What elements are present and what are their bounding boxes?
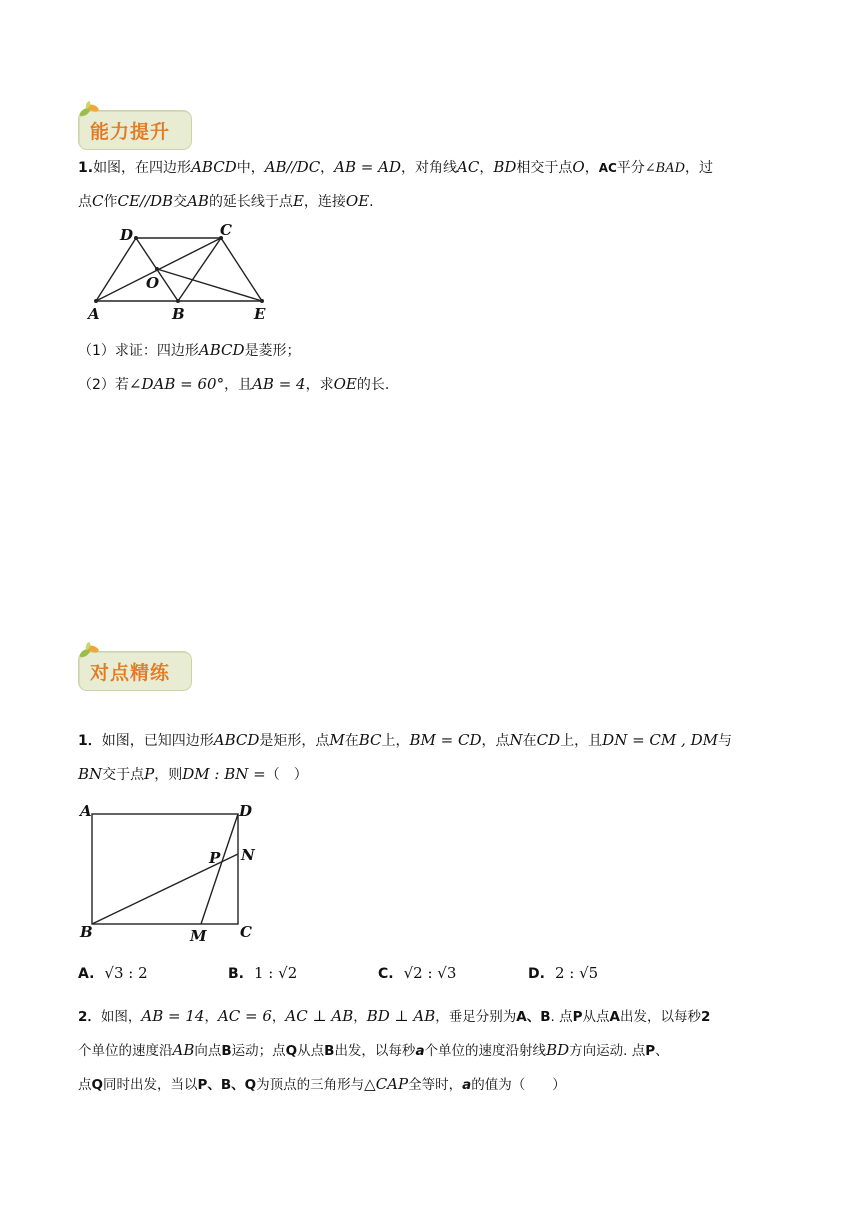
- question-1-line-2: 点C作CE//DB交AB的延长线于点E，连接OE.: [78, 192, 374, 210]
- practice-question-2-line-2: 个单位的速度沿AB向点B运动；点Q从点B出发，以每秒a个单位的速度沿射线BD方向运动. 点P、: [78, 1041, 669, 1059]
- label-D: D: [239, 802, 253, 820]
- rectangle-figure: [78, 798, 268, 948]
- section-title: 对点精练: [90, 662, 171, 684]
- label-C: C: [240, 923, 252, 941]
- choice-a[interactable]: A. √3 : 2: [78, 964, 148, 982]
- choice-b[interactable]: B. 1 : √2: [228, 964, 298, 982]
- question-1-part-2: （2）若∠DAB = 60°，且AB = 4，求OE的长.: [78, 375, 390, 393]
- label-C: C: [220, 221, 232, 239]
- section-title: 能力提升: [90, 121, 171, 143]
- practice-question-1-line-1: 1．如图，已知四边形ABCD是矩形，点M在BC上，BM = CD，点N在CD上，且DN = CM , DM与: [78, 731, 732, 749]
- practice-question-2-line-3: 点Q同时出发，当以P、B、Q为顶点的三角形与△CAP全等时，a的值为（ ）: [78, 1075, 566, 1093]
- question-1-part-1: （1）求证：四边形ABCD是菱形；: [78, 341, 301, 359]
- choice-c[interactable]: C. √2 : √3: [378, 964, 457, 982]
- rhombus-figure: [84, 218, 284, 328]
- label-A: A: [88, 305, 100, 323]
- label-M: M: [190, 927, 207, 945]
- segment-OE: [157, 269, 262, 301]
- label-B: B: [80, 923, 93, 941]
- section-badge-ability: [78, 110, 192, 150]
- label-O: O: [146, 274, 160, 292]
- label-B: B: [172, 305, 185, 323]
- question-1-line-1: 1.如图，在四边形ABCD中，AB//DC，AB = AD，对角线AC，BD相交于点O，AC平分∠BAD，过: [78, 158, 714, 176]
- label-A: A: [80, 802, 92, 820]
- label-E: E: [254, 305, 266, 323]
- rectangle-ABCD: [92, 814, 238, 924]
- label-P: P: [209, 849, 221, 867]
- edge-CE: [221, 238, 262, 301]
- label-D: D: [120, 226, 134, 244]
- label-N: N: [241, 846, 255, 864]
- edge-BC: [178, 238, 221, 301]
- section-badge-practice: [78, 651, 192, 691]
- practice-question-2-line-1: 2．如图，AB = 14，AC = 6，AC ⊥ AB，BD ⊥ AB，垂足分别为A、B. 点P从点A出发，以每秒2: [78, 1007, 711, 1025]
- practice-question-1-line-2: BN交于点P，则DM : BN =（ ）: [78, 765, 308, 783]
- choice-d[interactable]: D. 2 : √5: [528, 964, 599, 982]
